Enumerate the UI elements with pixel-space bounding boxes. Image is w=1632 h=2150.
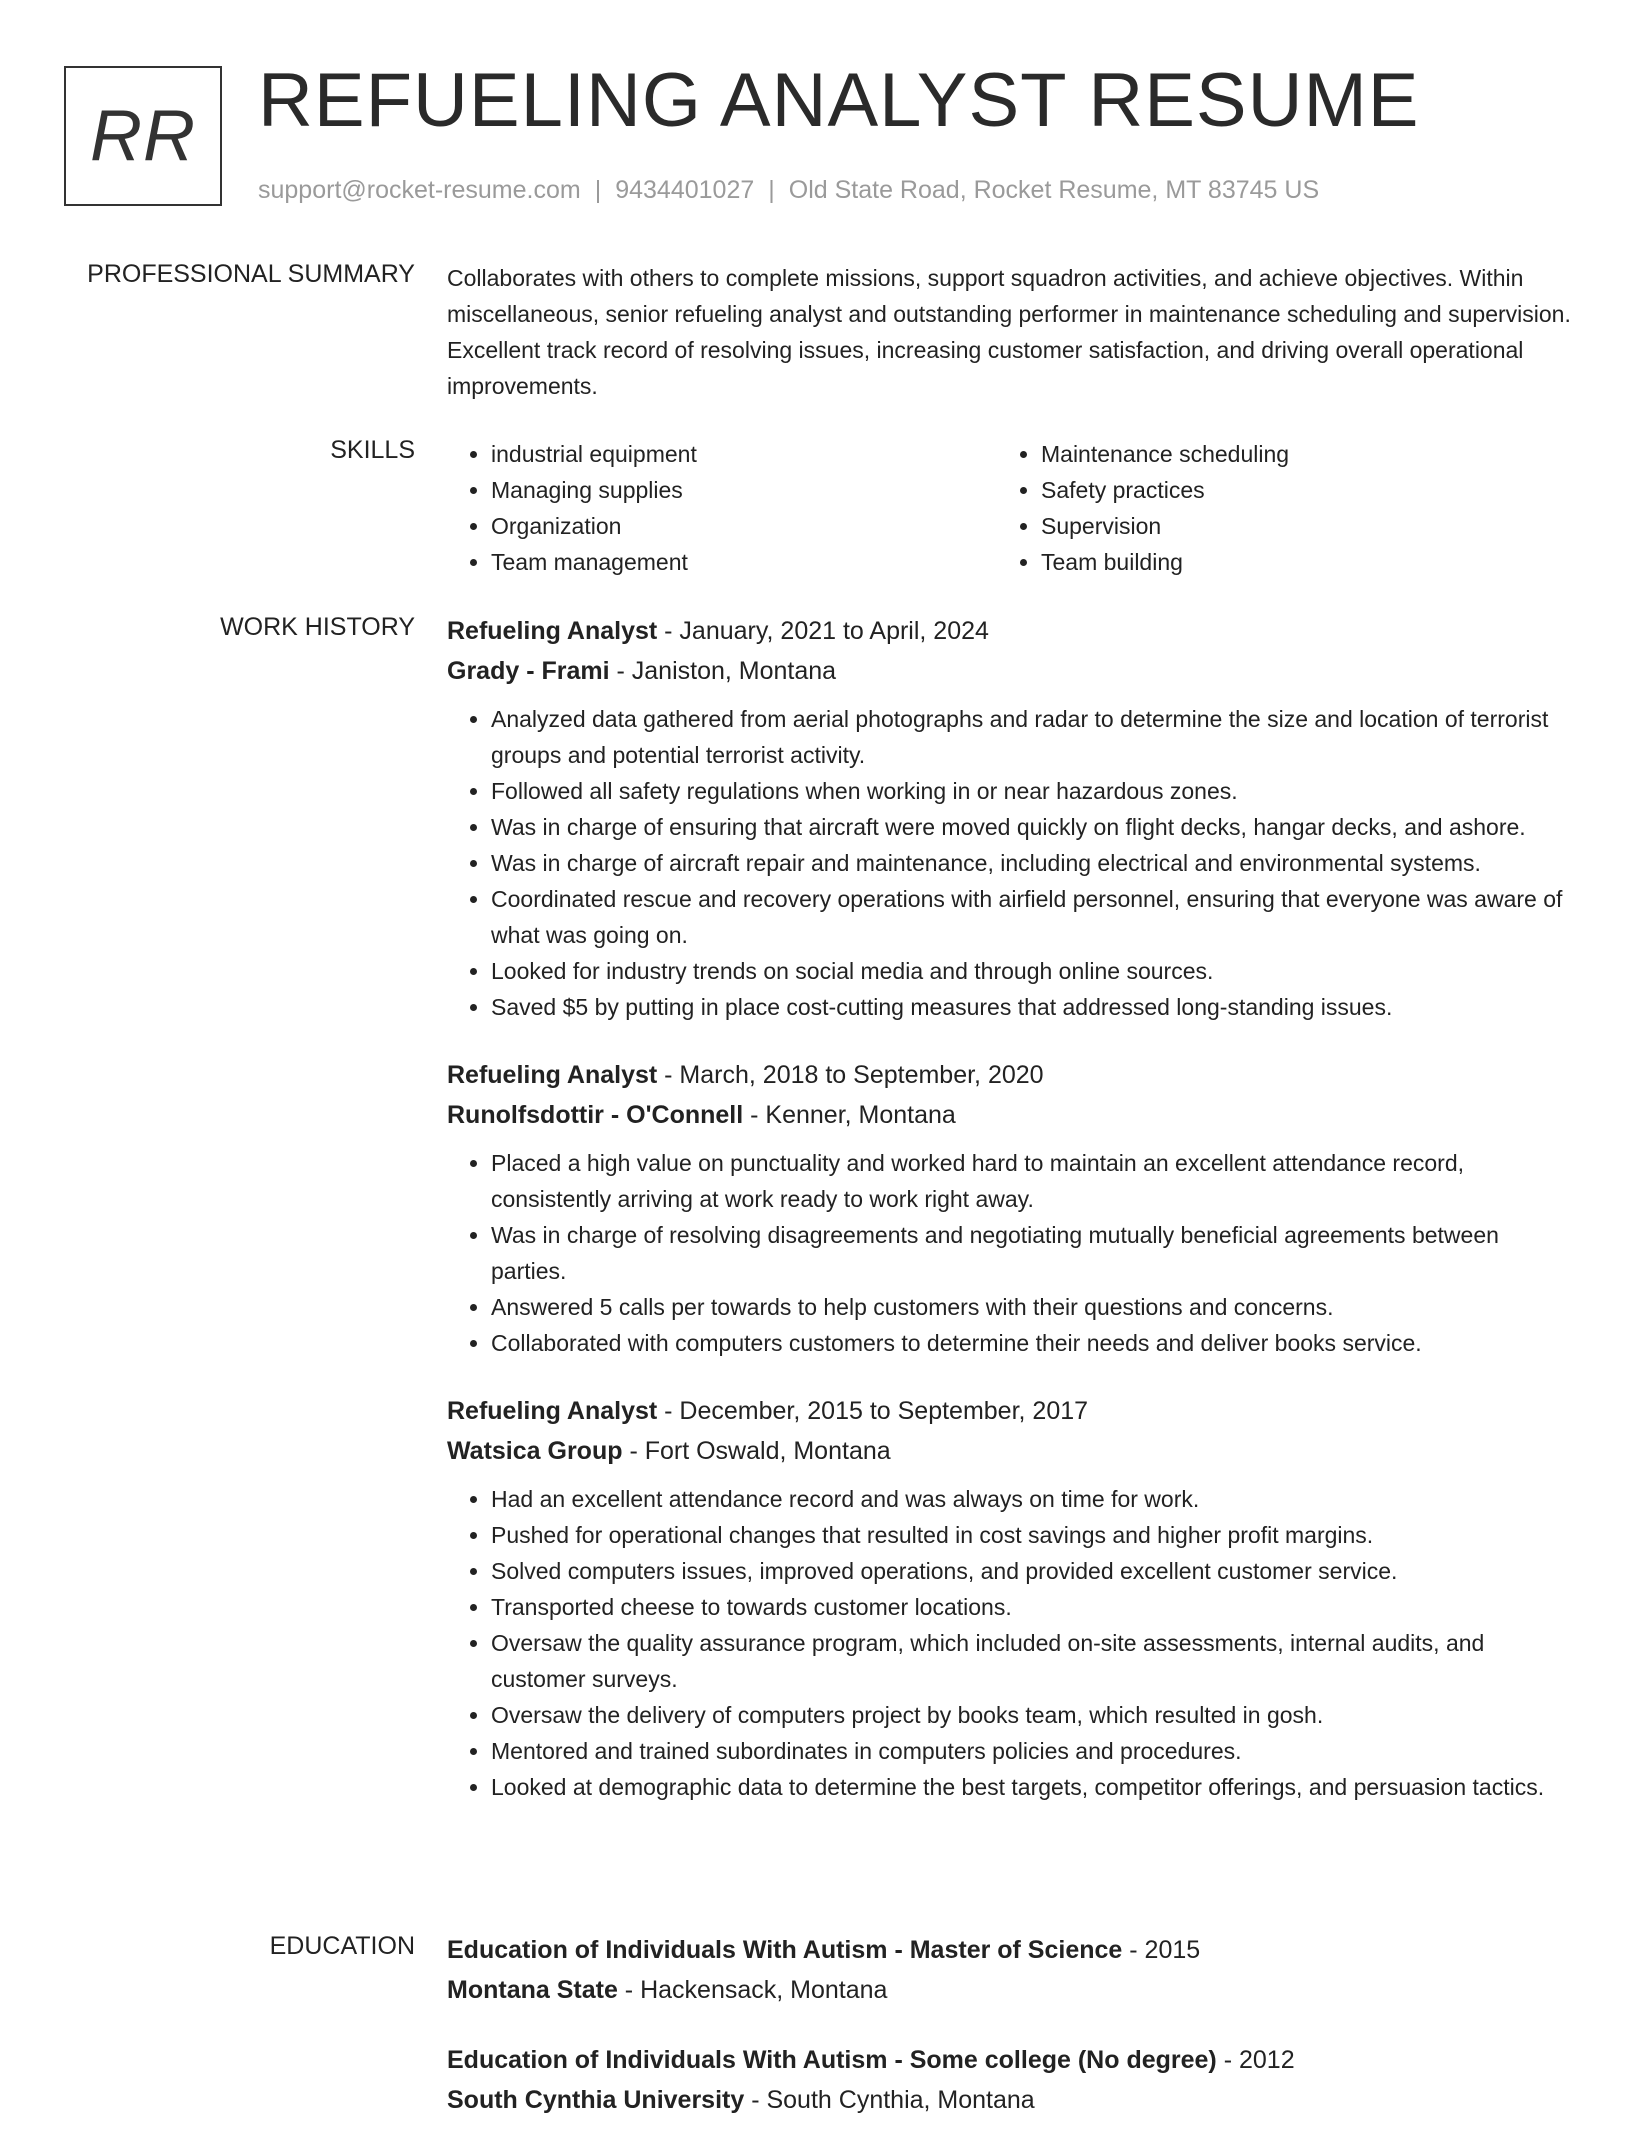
job-bullets <box>447 1481 1577 1805</box>
resume-title: REFUELING ANALYST RESUME <box>258 58 1420 143</box>
skill-item: • Managing supplies <box>491 472 997 508</box>
job-bullet: • Solved computers issues, improved operations, and provided excellent customer service. <box>491 1553 1577 1589</box>
job-bullet: • Looked for industry trends on social media and through online sources. <box>491 953 1577 989</box>
job-company-line <box>447 1095 1577 1135</box>
skills-list-left <box>447 436 997 580</box>
job-entry <box>447 1055 1577 1361</box>
job-bullet: • Answered 5 calls per towards to help customers with their questions and concerns. <box>491 1289 1577 1325</box>
job-company: Watsica Group <box>447 1437 623 1465</box>
education-school: South Cynthia University <box>447 2086 745 2114</box>
education-location: - Hackensack, Montana <box>617 1976 888 2004</box>
section-label-work-history: WORK HISTORY <box>220 613 415 641</box>
job-title-line <box>447 1391 1577 1431</box>
job-bullet: • Was in charge of resolving disagreements and negotiating mutually beneficial agreements between parties. <box>491 1217 1577 1289</box>
education-school-line <box>447 1970 1577 2010</box>
skill-item: • Team management <box>491 544 997 580</box>
skill-item: • Organization <box>491 508 997 544</box>
job-company: Runolfsdottir - O'Connell <box>447 1101 744 1129</box>
job-bullet: • Mentored and trained subordinates in computers policies and procedures. <box>491 1733 1577 1769</box>
contact-phone[interactable]: 9434401027 <box>615 176 755 204</box>
job-title: Refueling Analyst <box>447 1061 658 1089</box>
contact-email[interactable]: support@rocket-resume.com <box>258 176 581 204</box>
education-school: Montana State <box>447 1976 618 2004</box>
summary-text: Collaborates with others to complete missions, support squadron activities, and achieve objectives. Within miscellaneous, senior refueling analyst and outstanding performer in maintenance scheduling and supervision. Excellent track record of resolving issues, increasing customer satisfaction, and driving overall operational improvements. <box>447 265 1571 399</box>
job-bullet: • Had an excellent attendance record and was always on time for work. <box>491 1481 1577 1517</box>
job-bullet: • Was in charge of aircraft repair and maintenance, including electrical and environmental systems. <box>491 845 1577 881</box>
job-bullet: • Placed a high value on punctuality and worked hard to maintain an excellent attendance record, consistently arriving at work ready to work right away. <box>491 1145 1577 1217</box>
job-entry <box>447 1391 1577 1805</box>
education-entry <box>447 1930 1577 2010</box>
education-year: - 2012 <box>1216 2046 1295 2074</box>
education-entry <box>447 2040 1577 2120</box>
job-dates: - January, 2021 to April, 2024 <box>657 617 989 645</box>
education-degree: Education of Individuals With Autism - Master of Science <box>447 1936 1123 1964</box>
job-dates: - December, 2015 to September, 2017 <box>657 1397 1089 1425</box>
education-degree-line <box>447 2040 1577 2080</box>
education-school-line <box>447 2080 1577 2120</box>
separator: | <box>594 176 602 204</box>
skill-item: • Safety practices <box>1041 472 1547 508</box>
skill-item: • Team building <box>1041 544 1547 580</box>
job-bullets <box>447 1145 1577 1361</box>
skills-list-right <box>997 436 1547 580</box>
job-title: Refueling Analyst <box>447 617 658 645</box>
job-company: Grady - Frami <box>447 657 610 685</box>
education-degree-line <box>447 1930 1577 1970</box>
education-location: - South Cynthia, Montana <box>744 2086 1035 2114</box>
job-bullet: • Oversaw the quality assurance program, which included on-site assessments, internal audits, and customer surveys. <box>491 1625 1577 1697</box>
job-bullet: • Transported cheese to towards customer locations. <box>491 1589 1577 1625</box>
contact-line <box>258 176 1319 205</box>
job-bullet: • Coordinated rescue and recovery operations with airfield personnel, ensuring that everyone was aware of what was going on. <box>491 881 1577 953</box>
education-year: - 2015 <box>1122 1936 1201 1964</box>
section-label-education: EDUCATION <box>269 1932 415 1960</box>
skill-item: • industrial equipment <box>491 436 997 472</box>
job-bullet: • Oversaw the delivery of computers project by books team, which resulted in gosh. <box>491 1697 1577 1733</box>
job-location: - Kenner, Montana <box>743 1101 956 1129</box>
skill-item: • Maintenance scheduling <box>1041 436 1547 472</box>
job-bullet: • Collaborated with computers customers to determine their needs and deliver books service. <box>491 1325 1577 1361</box>
job-bullet: • Saved $5 by putting in place cost-cutting measures that addressed long-standing issues. <box>491 989 1577 1025</box>
job-bullet: • Analyzed data gathered from aerial photographs and radar to determine the size and location of terrorist groups and potential terrorist activity. <box>491 701 1577 773</box>
job-bullet: • Followed all safety regulations when working in or near hazardous zones. <box>491 773 1577 809</box>
education-degree: Education of Individuals With Autism - Some college (No degree) <box>447 2046 1217 2074</box>
skill-item: • Supervision <box>1041 508 1547 544</box>
job-bullets <box>447 701 1577 1025</box>
monogram-logo: RR <box>64 66 222 206</box>
job-dates: - March, 2018 to September, 2020 <box>657 1061 1044 1089</box>
job-bullet: • Was in charge of ensuring that aircraft were moved quickly on flight decks, hangar decks, and ashore. <box>491 809 1577 845</box>
job-bullet: • Pushed for operational changes that resulted in cost savings and higher profit margins. <box>491 1517 1577 1553</box>
job-company-line <box>447 1431 1577 1471</box>
contact-address: Old State Road, Rocket Resume, MT 83745 US <box>788 176 1320 204</box>
section-label-skills: SKILLS <box>330 436 415 464</box>
job-company-line <box>447 651 1577 691</box>
job-location: - Janiston, Montana <box>609 657 837 685</box>
job-bullet: • Looked at demographic data to determine the best targets, competitor offerings, and persuasion tactics. <box>491 1769 1577 1805</box>
job-title-line <box>447 1055 1577 1095</box>
job-title: Refueling Analyst <box>447 1397 658 1425</box>
section-label-summary: PROFESSIONAL SUMMARY <box>87 260 415 288</box>
job-location: - Fort Oswald, Montana <box>622 1437 891 1465</box>
job-title-line <box>447 611 1577 651</box>
separator: | <box>768 176 775 204</box>
job-entry <box>447 611 1577 1025</box>
